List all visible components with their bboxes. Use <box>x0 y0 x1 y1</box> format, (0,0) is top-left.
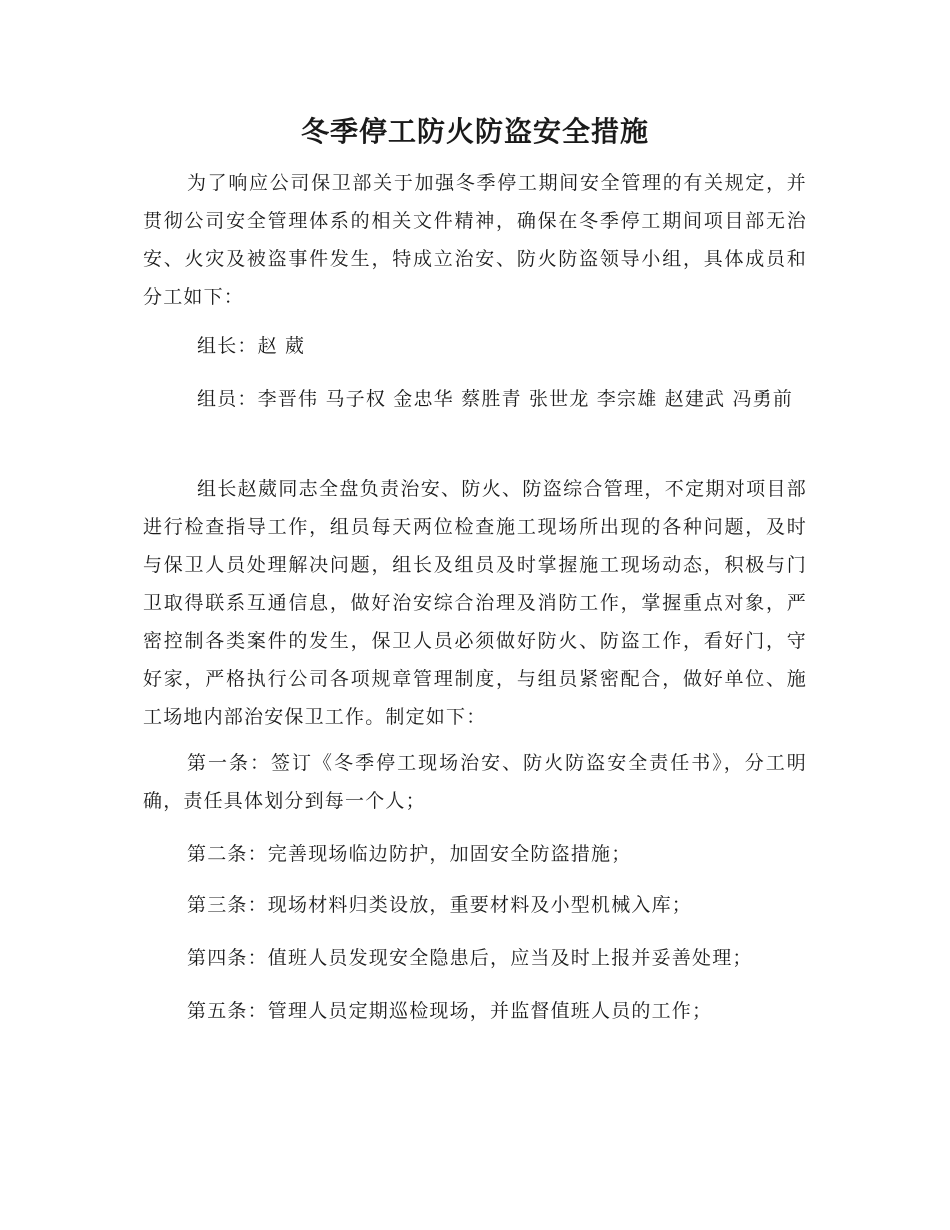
document-title: 冬季停工防火防盗安全措施 <box>300 115 649 148</box>
intro-paragraph: 为了响应公司保卫部关于加强冬季停工期间安全管理的有关规定，并贯彻公司安全管理体系的相关文件精神，确保在冬季停工期间项目部无治安、火灾及被盗事件发生，特成立治安、防火防盗领导小组，具体成员和分工如下： <box>143 172 807 308</box>
article-5: 第五条：管理人员定期巡检现场，并监督值班人员的工作； <box>187 1000 713 1022</box>
article-1: 第一条：签订《冬季停工现场治安、防火防盗安全责任书》，分工明确，责任具体划分到每一个人； <box>143 752 807 812</box>
article-4: 第四条：值班人员发现安全隐患后，应当及时上报并妥善处理； <box>187 947 753 969</box>
members-paragraph: 组员：李晋伟 马子权 金忠华 蔡胜青 张世龙 李宗雄 赵建武 冯勇前 <box>197 388 794 410</box>
article-3: 第三条：现场材料归类设放，重要材料及小型机械入库； <box>187 894 693 916</box>
duties-paragraph: 组长赵葳同志全盘负责治安、防火、防盗综合管理，不定期对项目部进行检查指导工作，组员每天两位检查施工现场所出现的各种问题，及时与保卫人员处理解决问题，组长及组员及时掌握施工现场动态，积极与门卫取得联系互通信息，做好治安综合治理及消防工作，掌握重点对象，严密控制各类案件的发生，保卫人员必须做好防火、防盗工作，看好门，守好家，严格执行公司各项规章管理制度，与组员紧密配合，做好单位、施工场地内部治安保卫工作。制定如下： <box>143 478 807 728</box>
article-2: 第二条：完善现场临边防护，加固安全防盗措施； <box>187 843 632 865</box>
leader-line: 组长：赵 葳 <box>197 335 306 357</box>
